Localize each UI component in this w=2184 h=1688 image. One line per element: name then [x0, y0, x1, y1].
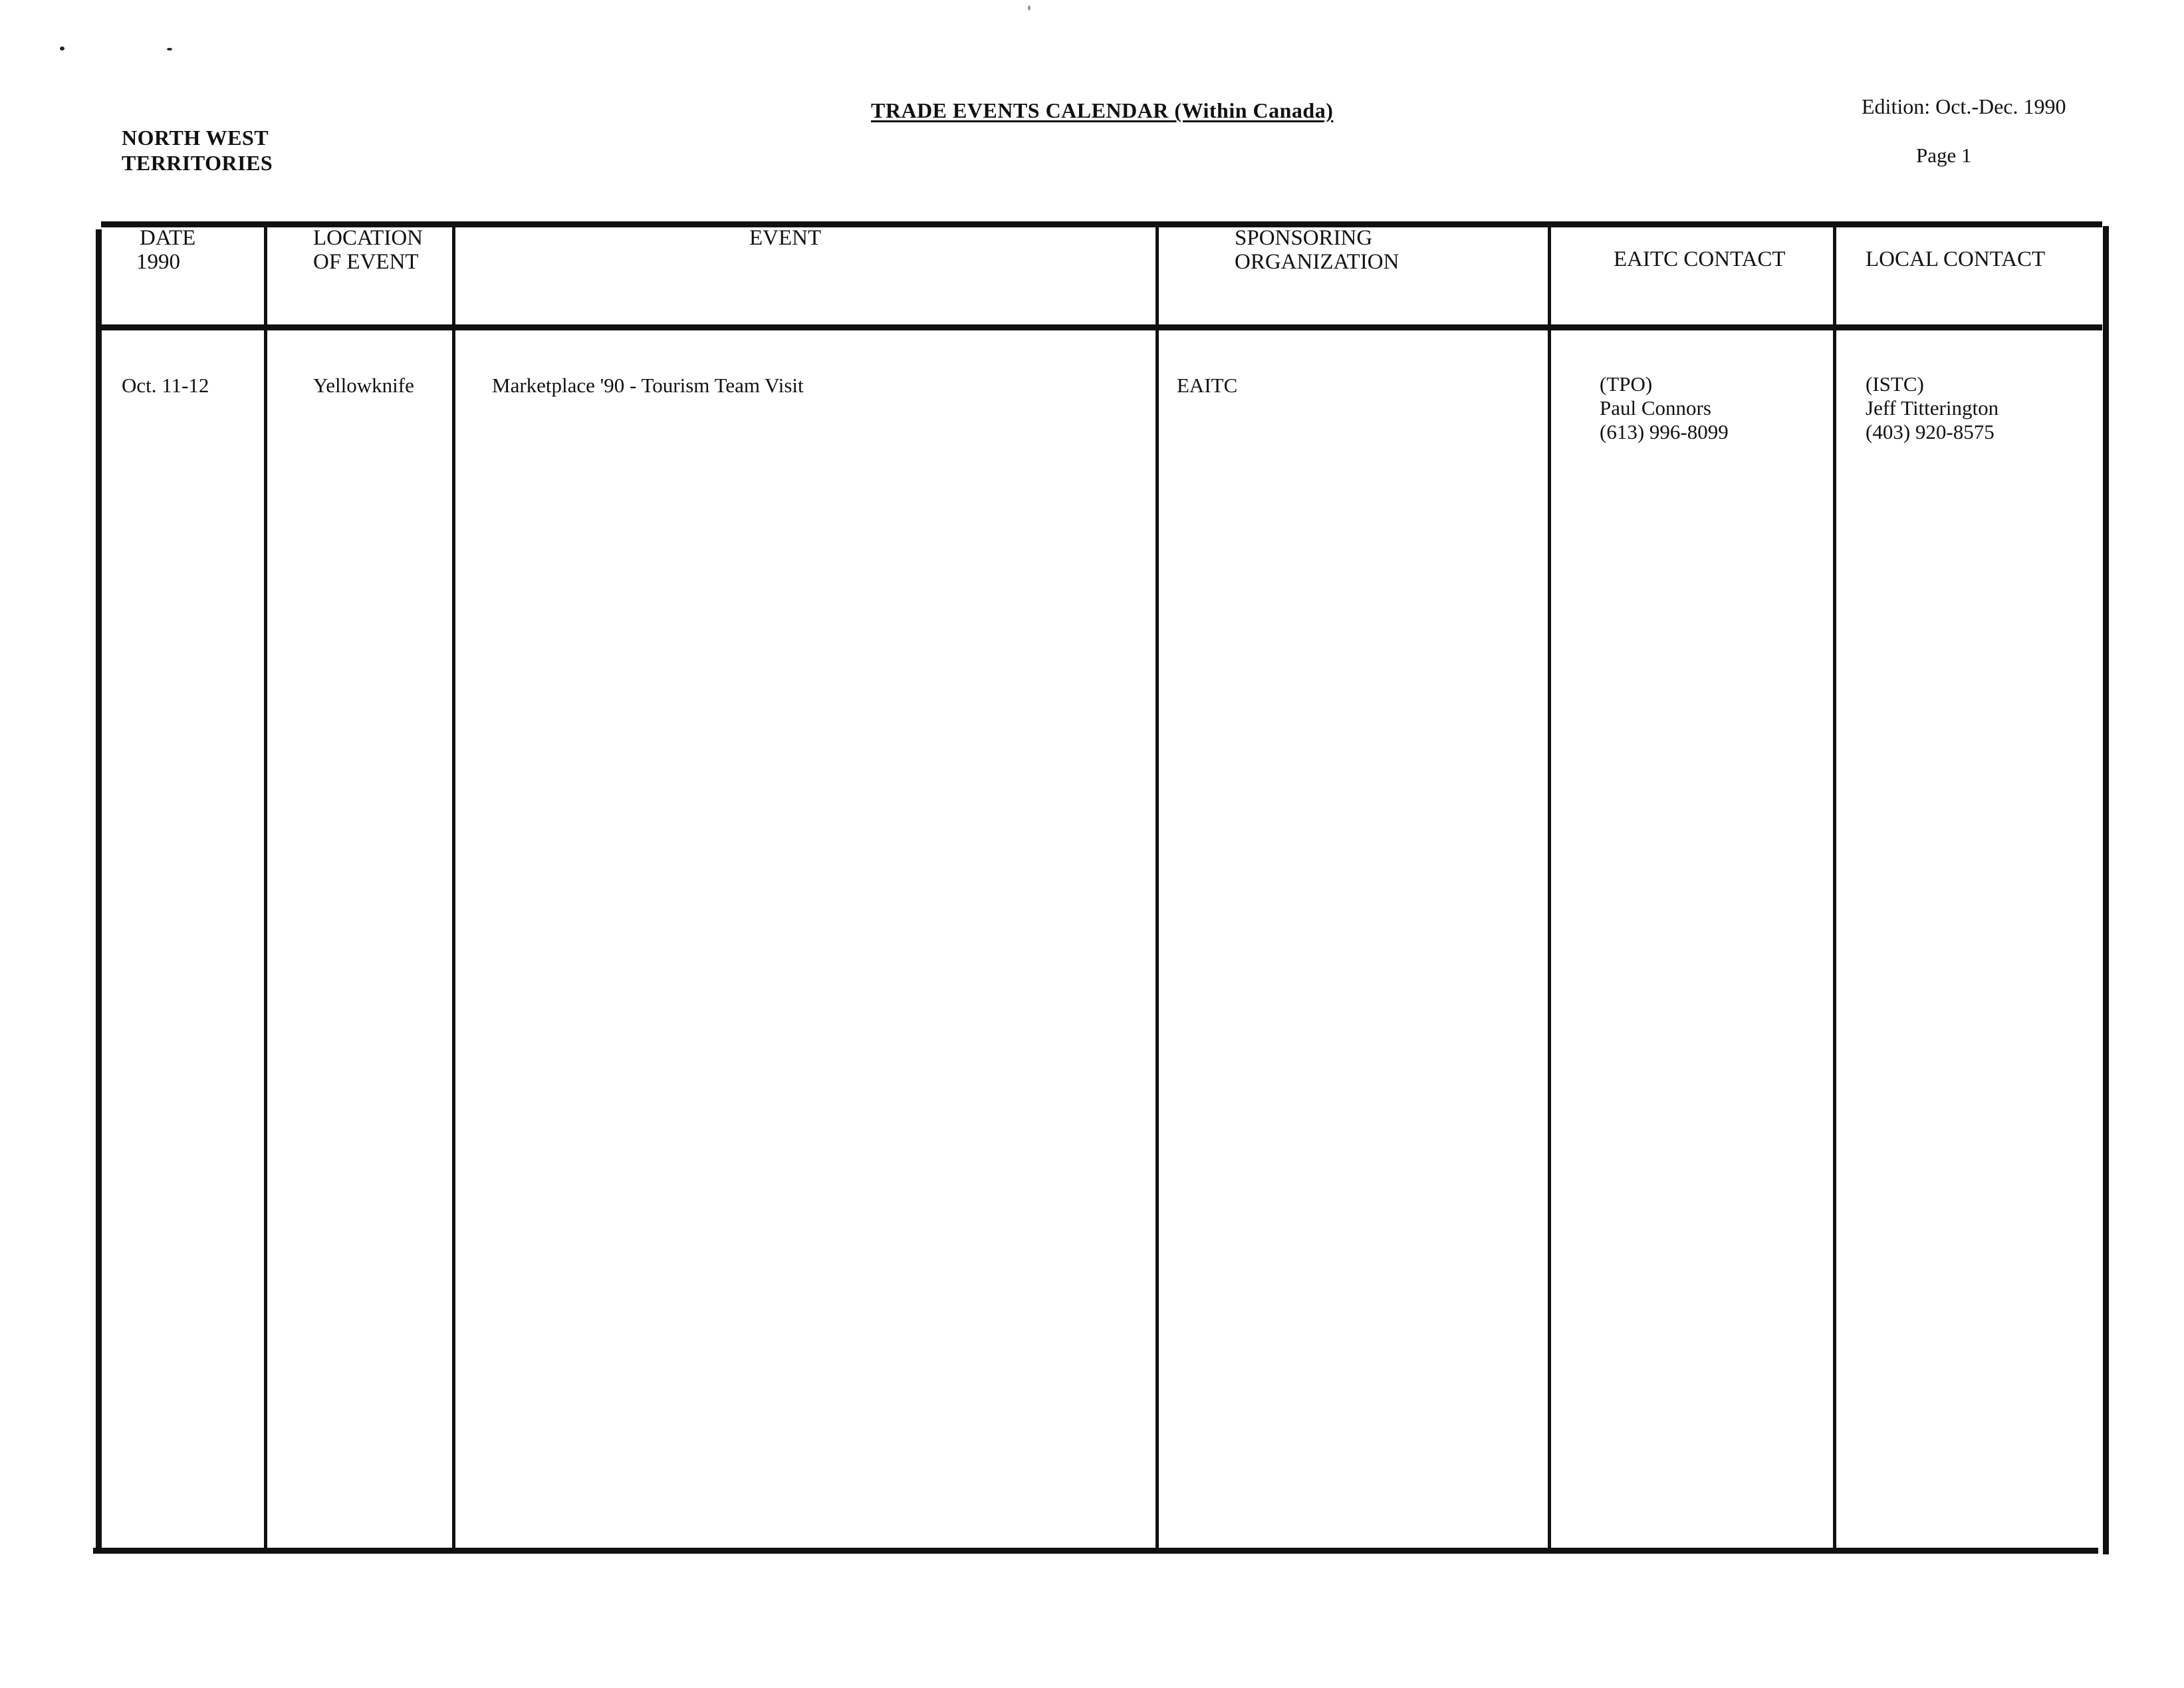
column-divider-4	[1548, 226, 1551, 1550]
column-header-sponsor-line2: ORGANIZATION	[1235, 250, 1399, 274]
column-header-eaitc-contact-line1: EAITC CONTACT	[1614, 247, 1786, 271]
region-line-1: NORTH WEST	[122, 126, 269, 150]
scan-speck	[167, 48, 172, 51]
row-1-eaitc-contact	[1600, 372, 1729, 444]
region-label	[122, 125, 273, 176]
column-header-event	[749, 226, 821, 250]
column-header-location-line1: LOCATION	[313, 226, 423, 250]
row-1-event: Marketplace '90 - Tourism Team Visit	[492, 374, 804, 397]
column-header-local-contact-line1: LOCAL CONTACT	[1866, 247, 2046, 271]
row-1-local-name: Jeff Titterington	[1866, 396, 1999, 420]
table-right-border	[2103, 226, 2109, 1554]
row-1-eaitc-name: Paul Connors	[1600, 396, 1711, 420]
page-number: Page 1	[1916, 144, 1972, 167]
row-1-date: Oct. 11-12	[122, 374, 209, 397]
edition-label: Edition: Oct.-Dec. 1990	[1862, 94, 2066, 118]
header-separator	[101, 324, 2102, 330]
column-divider-2	[452, 226, 455, 1550]
region-line-2: TERRITORIES	[122, 151, 273, 175]
column-header-local-contact	[1866, 247, 2045, 271]
scan-speck	[1028, 5, 1031, 11]
column-header-date-line1: DATE	[140, 226, 196, 250]
column-divider-5	[1833, 226, 1836, 1550]
column-header-date	[136, 226, 195, 274]
column-header-event-line1: EVENT	[749, 226, 822, 250]
column-header-sponsor-line1: SPONSORING	[1235, 226, 1373, 250]
row-1-local-office: (ISTC)	[1866, 372, 1924, 396]
column-divider-1	[264, 226, 267, 1550]
row-1-eaitc-office: (TPO)	[1600, 372, 1653, 396]
document-title: TRADE EVENTS CALENDAR (Within Canada)	[871, 98, 1334, 122]
column-header-location-line2: OF EVENT	[313, 250, 419, 274]
row-1-location: Yellowknife	[313, 374, 414, 397]
table-left-border	[96, 229, 102, 1554]
scan-speck	[60, 47, 64, 51]
row-1-local-phone: (403) 920-8575	[1866, 420, 1995, 443]
column-header-location	[313, 226, 423, 274]
row-1-local-contact	[1866, 372, 1999, 444]
row-1-sponsor: EAITC	[1177, 374, 1238, 397]
row-1-eaitc-phone: (613) 996-8099	[1600, 420, 1729, 443]
column-divider-3	[1155, 226, 1159, 1550]
table-bottom-border	[93, 1548, 2098, 1554]
column-header-date-line2: 1990	[136, 250, 180, 274]
column-header-eaitc-contact	[1614, 247, 1786, 271]
column-header-sponsor	[1235, 226, 1399, 274]
